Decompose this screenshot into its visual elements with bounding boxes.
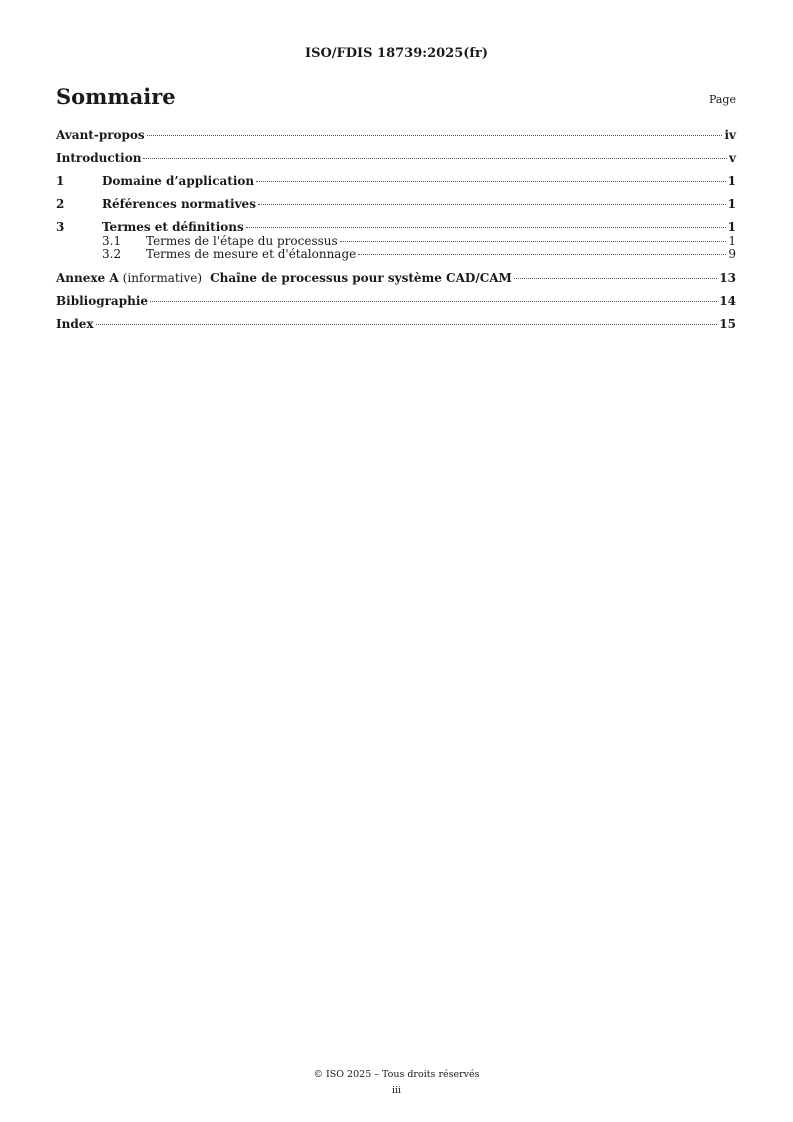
dot-leader xyxy=(246,227,726,228)
dot-leader xyxy=(143,158,727,159)
toc-entry-label: Bibliographie xyxy=(56,294,149,308)
toc-entry-label: Références normatives xyxy=(102,197,256,211)
toc-entry-page: 13 xyxy=(719,271,736,285)
toc-entry-page: 14 xyxy=(719,294,736,308)
toc-entry-domaine[interactable] xyxy=(56,174,736,189)
toc-entry-label: Avant-propos xyxy=(56,128,145,142)
copyright-notice: © ISO 2025 – Tous droits réservés xyxy=(313,1069,480,1080)
toc-entry-page: iv xyxy=(724,128,736,142)
toc-subentry-3-2[interactable] xyxy=(56,248,736,261)
toc-entry-introduction[interactable] xyxy=(56,151,736,166)
toc-entry-label: Index xyxy=(56,317,94,331)
toc-entry-termes[interactable] xyxy=(56,220,736,235)
toc-entry-page: 1 xyxy=(727,197,736,211)
toc-entry-number: 3.1 xyxy=(102,234,122,248)
page-footer xyxy=(0,1067,793,1099)
dot-leader xyxy=(147,135,723,136)
toc-entry-references[interactable] xyxy=(56,197,736,212)
toc-entry-page: v xyxy=(729,151,736,165)
dot-leader xyxy=(358,254,726,255)
dot-leader xyxy=(256,181,726,182)
toc-entry-page: 1 xyxy=(727,174,736,188)
toc-entry-number: 2 xyxy=(56,197,65,211)
toc-entry-label: Domaine d’application xyxy=(102,174,255,188)
toc-entry-index[interactable] xyxy=(56,317,736,332)
toc-entry-page: 9 xyxy=(728,247,736,261)
toc-entry-label: Termes de l'étape du processus xyxy=(146,234,338,248)
toc-entry-page: 1 xyxy=(728,234,736,248)
dot-leader xyxy=(150,301,717,302)
table-of-contents xyxy=(56,128,736,332)
page-number: iii xyxy=(391,1085,402,1096)
dot-leader xyxy=(340,241,727,242)
toc-entry-avant-propos[interactable] xyxy=(56,128,736,143)
toc-entry-number: 1 xyxy=(56,174,65,188)
toc-entry-number: 3.2 xyxy=(102,247,122,261)
dot-leader xyxy=(514,278,717,279)
dot-leader xyxy=(258,204,726,205)
toc-entry-page: 1 xyxy=(727,220,736,234)
toc-entry-label: Termes de mesure et d'étalonnage xyxy=(146,247,357,261)
toc-entry-number: 3 xyxy=(56,220,65,234)
toc-entry-label: Chaîne de processus pour système CAD/CAM xyxy=(210,271,512,285)
toc-entry-label: Introduction xyxy=(56,151,142,165)
page-column-label: Page xyxy=(708,93,736,106)
dot-leader xyxy=(96,324,718,325)
toc-title-row xyxy=(56,84,736,114)
annex-note: (informative) xyxy=(122,271,203,285)
toc-entry-bibliographie[interactable] xyxy=(56,294,736,309)
toc-entry-page: 15 xyxy=(719,317,736,331)
toc-entry-annexe-a[interactable] xyxy=(56,271,736,286)
annex-prefix: Annexe A xyxy=(56,271,119,285)
toc-title: Sommaire xyxy=(56,84,176,109)
document-id-header: ISO/FDIS 18739:2025(fr) xyxy=(305,46,488,61)
toc-entry-label: Termes et définitions xyxy=(102,220,244,234)
